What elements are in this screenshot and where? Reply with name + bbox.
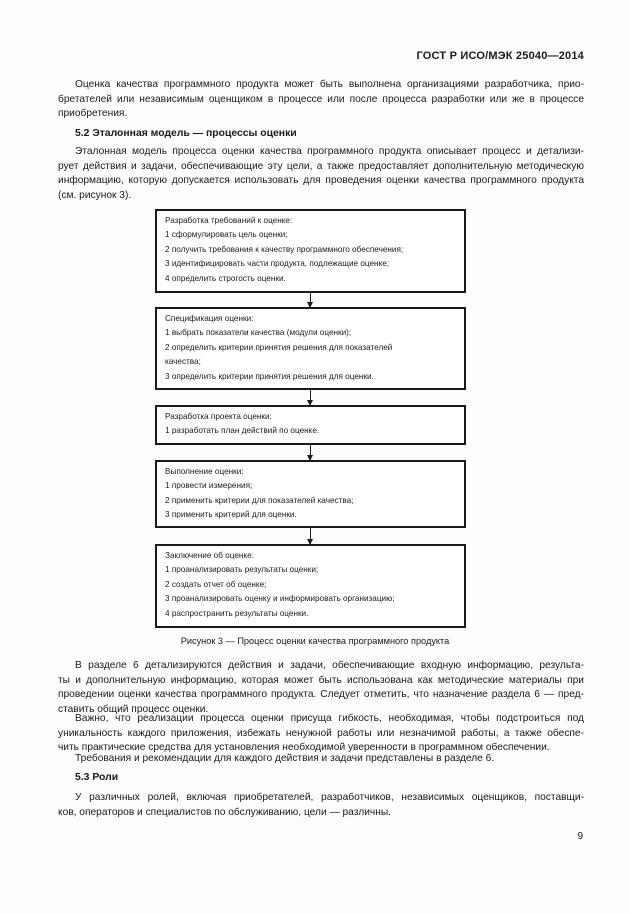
text-line: проведении оценки качества программного продукта. Следует отметить, что назначение раздела 6 — пред- (58, 689, 584, 701)
process-step: 3 идентифицировать части продукта, подлежащие оценке; (165, 259, 390, 269)
process-step: 4 распространить результаты оценки. (165, 608, 309, 618)
section-heading-5-2: 5.2 Эталонная модель — процессы оценки (75, 128, 297, 139)
text-line: У различных ролей, включая приобретателей, разработчиков, независимых оценщиков, поставщи- (75, 792, 584, 803)
process-step: 4 определить строгость оценки. (165, 273, 286, 283)
process-box-title: Выполнение оценки: (165, 467, 244, 476)
document-header: ГОСТ Р ИСО/МЭК 25040—2014 (416, 50, 584, 62)
text-line: ставить общий процесс оценки. (58, 703, 209, 715)
process-step: качества; (165, 357, 201, 367)
process-box-title: Заключение об оценке: (165, 551, 254, 560)
section-5-3-paragraph (58, 791, 584, 820)
flow-arrow (310, 293, 311, 307)
text-line: чить практические средства для установления необходимой уверенности в программном обеспечении. (58, 742, 550, 754)
text-line: рует действия и задачи, обеспечивающие эту цели, а также предоставляет дополнительную методическую (58, 160, 584, 172)
process-step: 2 определить критерии принятия решения для показателей (165, 342, 393, 352)
section-heading-5-3: 5.3 Роли (75, 772, 119, 783)
text-line: Оценка качества программного продукта может быть выполнена организациями разработчика, прио- (75, 79, 584, 90)
body-paragraph-2 (58, 712, 584, 756)
process-step: 1 проанализировать результаты оценки; (165, 565, 319, 575)
text-line: Эталонная модель процесса оценки качества программного продукта описывает процесс и детализи- (75, 146, 584, 157)
page-number: 9 (577, 831, 583, 842)
figure-caption: Рисунок 3 — Процесс оценки качества программного продукта (180, 636, 450, 646)
process-step: 1 разработать план действий по оценке. (165, 426, 320, 436)
text-line: ков, операторов и специалистов по обслуживанию, цели — различны. (58, 806, 391, 818)
process-step: 3 проанализировать оценку и информировать организацию; (165, 594, 395, 604)
flow-arrow (310, 445, 311, 460)
flow-arrow (310, 390, 311, 405)
process-step: 1 выбрать показатели качества (модули оценки); (165, 328, 352, 338)
process-box-title: Спецификация оценки: (165, 314, 254, 323)
body-paragraph-1 (58, 659, 584, 717)
process-step: 3 применить критерий для оценки. (165, 510, 297, 520)
section-5-2-paragraph (58, 145, 584, 203)
process-step: 2 получить требования к качеству программного обеспечения; (165, 244, 404, 254)
text-line: В разделе 6 детализируются действия и задачи, обеспечивающие входную информацию, результа- (75, 660, 584, 671)
text-line: бретателей или независимым оценщиком в процессе или после процесса разработки или же в процессе (58, 93, 584, 105)
process-box-specification (155, 307, 466, 390)
process-box-title: Разработка требований к оценке: (165, 216, 293, 225)
process-step: 1 сформулировать цель оценки; (165, 230, 288, 240)
text-line: (см. рисунок 3). (58, 189, 132, 201)
process-box-conclusion (155, 544, 466, 628)
text-line: информацию, которую допускается использовать для проведения оценки качества программного продукта (58, 175, 584, 187)
text-line: уникальность каждого приложения, избежать ненужной работы или незначимой работы, а также обеспе- (58, 727, 584, 739)
process-step: 3 определить критерии принятия решения для оценки. (165, 371, 374, 381)
process-box-title: Разработка проекта оценки: (165, 412, 272, 421)
body-paragraph-3 (58, 752, 584, 767)
text-line: Важно, что реализации процесса оценки присуща гибкость, необходимая, чтобы подстроиться под (75, 713, 584, 724)
process-box-design (155, 405, 466, 445)
process-step: 2 создать отчет об оценке; (165, 579, 267, 589)
process-step: 2 применить критерии для показателей качества; (165, 495, 354, 505)
text-line: ты и дополнительную информацию, которая может быть использована как методические материалы при (58, 674, 584, 686)
process-step: 1 провести измерения; (165, 481, 253, 491)
intro-paragraph (58, 78, 584, 122)
text-line: приобретения. (58, 108, 128, 120)
process-box-requirements (155, 209, 466, 293)
text-line: Требования и рекомендации для каждого действия и задачи представлены в разделе 6. (75, 753, 495, 764)
flow-arrow (310, 528, 311, 544)
process-box-execution (155, 460, 466, 528)
